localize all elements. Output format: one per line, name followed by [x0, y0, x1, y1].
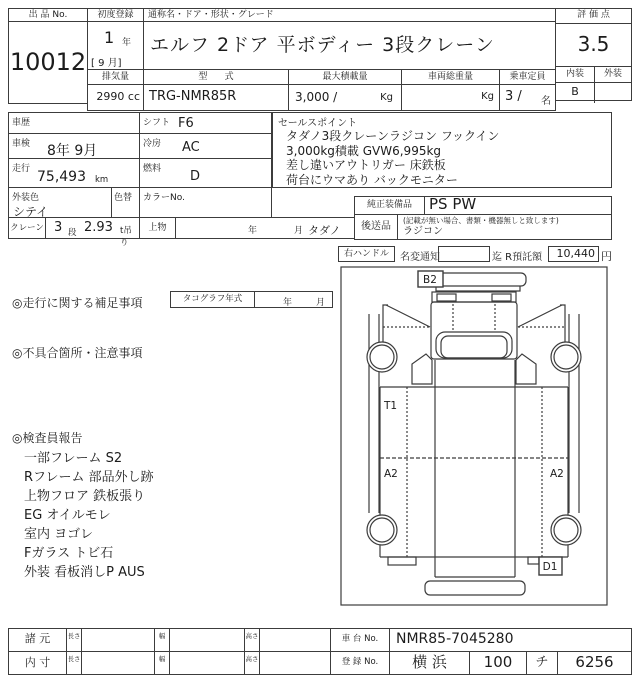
body-maker: タダノ	[308, 224, 341, 237]
damage-mark-t1: T1	[384, 400, 398, 412]
spec-width-value	[170, 629, 245, 651]
damage-mark-b2: B2	[423, 274, 437, 286]
equipment-box	[354, 196, 612, 240]
vehicle-diagram	[340, 266, 608, 606]
name-change-value-box	[438, 246, 490, 262]
capacity-label: 乗車定員	[499, 69, 556, 85]
mileage-label: 走行	[12, 164, 31, 174]
ac-value: AC	[182, 140, 200, 155]
id-table	[330, 628, 632, 675]
inner-width-label: 幅	[155, 652, 170, 675]
inspector-report-item: 外装 看板消しP AUS	[24, 565, 145, 580]
front-bumper	[430, 273, 526, 286]
front-bumper-lip	[436, 286, 520, 291]
spec-length-label: 長さ	[67, 629, 82, 651]
sales-point-line: 差し違いアウトリガー 床鉄板	[286, 158, 446, 172]
crane-label: クレーン	[8, 217, 46, 239]
sales-point-line: 3,000kg積載 GVW6,995kg	[286, 143, 442, 158]
interior-grade: B	[556, 83, 595, 103]
genuine-equipment-label: 純正装備品	[355, 197, 425, 214]
first-reg-month: [ 9 月]	[91, 58, 122, 69]
vehicle-name-label: 通称名・ドア・形状・グレード	[143, 8, 556, 22]
registration-kana: チ	[527, 652, 558, 675]
defect-note-heading: ◎不具合箇所・注意事項	[12, 346, 143, 360]
rear-step-left	[388, 557, 416, 565]
max-load-label: 最大積載量	[288, 69, 402, 85]
windshield-inner	[441, 336, 507, 358]
lot-no-value: 10012	[8, 21, 88, 104]
inspection-label: 車検	[12, 139, 31, 149]
color-change-label: 色替	[114, 193, 133, 203]
inspector-report-item: EG オイルモレ	[24, 508, 111, 523]
tachograph-box	[170, 291, 333, 308]
spec-length-value	[82, 629, 155, 651]
first-registration-label: 初度登録	[87, 8, 144, 22]
later-items-note: (記載が無い場合、書類・機器無しと致します)	[403, 216, 559, 225]
history-cell	[8, 112, 140, 134]
lot-no-label: 出 品 No.	[8, 8, 88, 22]
color-change-cell	[111, 187, 140, 218]
sales-point-line: 荷台にウマあり バックモニター	[286, 172, 458, 187]
bed-center-section	[435, 360, 515, 577]
mileage-note-heading: ◎走行に関する補足事項	[12, 296, 143, 310]
exterior-color-value: シテイ	[13, 205, 49, 219]
fuel-label: 燃料	[143, 164, 162, 174]
inspector-report-item: Rフレーム 部品外し跡	[24, 470, 154, 485]
inspector-report	[12, 429, 312, 582]
name-change-label: 名変通知	[400, 252, 440, 263]
score-value: 3.5	[556, 24, 631, 67]
shift-label: シフト	[143, 118, 171, 128]
cab-vent-right	[492, 294, 511, 301]
shift-cell	[139, 112, 272, 134]
capacity-unit: 名	[541, 96, 551, 107]
deposit-label: 迄 R預託額	[492, 252, 543, 263]
mileage-cell	[8, 158, 140, 188]
inner-width-value	[170, 652, 245, 675]
cab-vent-left	[437, 294, 456, 301]
vehicle-name: エルフ 2ドア 平ボディー 3段クレーン	[143, 21, 556, 70]
registration-no-label: 登 録 No.	[331, 652, 390, 675]
crane-capacity: 2.93	[84, 220, 113, 235]
first-reg-year: 1	[104, 28, 115, 47]
exterior-label: 外装	[603, 69, 622, 79]
spec-height-label: 高さ	[245, 629, 260, 651]
inner-height-value	[260, 652, 330, 675]
inspector-report-item: 室内 ヨゴレ	[24, 527, 94, 542]
sales-points-label: セールスポイント	[278, 118, 358, 129]
inspection-value: 8年 9月	[47, 143, 98, 159]
inner-length-label: 長さ	[67, 652, 82, 675]
rear-step-right	[528, 557, 539, 564]
gross-weight-label: 車両総重量	[401, 69, 500, 85]
inspector-report-item: 上物フロア 鉄板張り	[24, 489, 146, 504]
history-label: 車歴	[12, 118, 31, 128]
later-items-label: 後送品	[355, 215, 398, 240]
inner-dim-label: 内 寸	[9, 652, 67, 675]
chassis-no-value: NMR85-7045280	[396, 631, 514, 647]
shift-value: F6	[178, 116, 194, 131]
cab-panel-lines	[453, 304, 495, 330]
rear-bumper	[425, 581, 525, 595]
chassis-no-label: 車 台 No.	[331, 629, 390, 651]
side-guard-left	[412, 354, 432, 384]
ac-label: 冷房	[143, 139, 162, 149]
inner-height-label: 高さ	[245, 652, 260, 675]
first-reg-year-unit: 年	[122, 38, 132, 48]
damage-mark-a2-right: A2	[550, 468, 564, 480]
inspection-cell	[8, 133, 140, 159]
exterior-color-label: 外装色	[12, 193, 40, 203]
cab-body	[431, 302, 517, 359]
max-load-cell	[288, 84, 402, 111]
dimensions-table	[8, 628, 331, 675]
registration-class: 100	[470, 652, 527, 675]
model-value: TRG-NMR85R	[143, 84, 289, 111]
interior-label: 内装	[556, 67, 595, 82]
displacement-label: 排気量	[87, 69, 144, 85]
first-registration-cell	[87, 21, 144, 70]
fuel-cell	[139, 158, 272, 188]
spec-width-label: 幅	[155, 629, 170, 651]
body-month-label: 月	[294, 226, 304, 236]
side-guard-right	[516, 354, 536, 384]
tachograph-month: 月	[315, 298, 325, 308]
capacity-cell	[499, 84, 556, 111]
fuel-value: D	[190, 169, 201, 184]
capacity-value: 3 /	[505, 89, 522, 104]
bed-outline	[380, 387, 568, 557]
crane-stages: 3	[54, 220, 63, 235]
inspector-report-heading: ◎検査員報告	[12, 431, 83, 445]
mileage-value: 75,493	[37, 169, 86, 185]
max-load-value: 3,000 /	[295, 90, 338, 104]
crane-cell	[45, 217, 140, 248]
handle-type: 右ハンドル	[338, 246, 395, 262]
registration-area: 横 浜	[390, 652, 470, 675]
bed-panel-lines	[407, 387, 542, 557]
inspector-report-item: Fガラス トビ石	[24, 546, 114, 561]
displacement-value: 2990 cc	[87, 84, 144, 111]
exterior-color-cell	[8, 187, 112, 218]
max-load-unit: Kg	[380, 92, 393, 103]
body-cell	[175, 217, 355, 239]
crane-capacity-unit: t吊り	[120, 226, 132, 248]
spec-label: 諸 元	[9, 629, 67, 651]
genuine-equipment-value: PS PW	[429, 195, 477, 213]
diagram-frame	[341, 267, 607, 605]
body-year-label: 年	[248, 226, 258, 236]
sales-points-box	[272, 112, 612, 188]
ac-cell	[139, 133, 272, 159]
deposit-value: 10,440	[548, 246, 599, 262]
damage-mark-a2-left: A2	[384, 468, 398, 480]
score-label: 評 価 点	[556, 9, 631, 24]
tachograph-label: タコグラフ年式	[171, 292, 255, 307]
damage-mark-d1: D1	[542, 561, 558, 573]
score-box	[555, 8, 632, 101]
crane-stages-unit: 段	[68, 228, 77, 238]
exterior-grade	[595, 83, 631, 103]
tachograph-year: 年	[283, 298, 293, 308]
gross-weight-cell: Kg	[401, 84, 500, 111]
deposit-unit: 円	[601, 250, 612, 263]
spec-height-value	[260, 629, 330, 651]
body-label: 上物	[139, 217, 176, 239]
color-no-cell	[139, 187, 272, 218]
mileage-unit: km	[95, 175, 109, 185]
later-items-value: ラジコン	[403, 226, 443, 237]
model-label: 型 式	[143, 69, 289, 85]
inspector-report-item: 一部フレーム S2	[24, 451, 123, 466]
color-no-label: カラーNo.	[143, 193, 185, 203]
sales-point-line: タダノ3段クレーンラジコン フックイン	[286, 129, 500, 143]
inner-length-value	[82, 652, 155, 675]
registration-number: 6256	[575, 653, 614, 671]
